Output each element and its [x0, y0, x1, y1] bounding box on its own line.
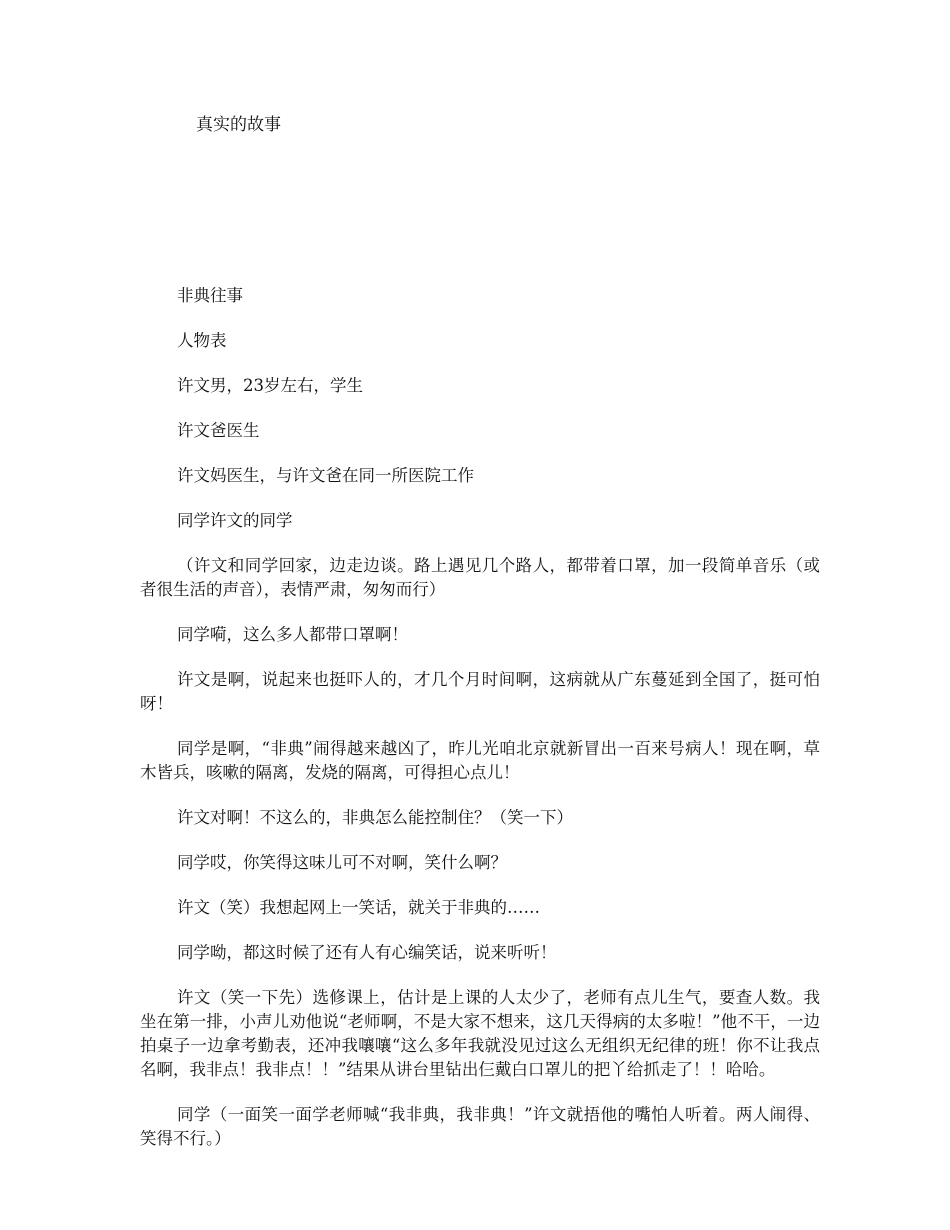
paragraph-dialogue: 许文（笑一下先）选修课上，估计是上课的人太少了，老师有点儿生气，要查人数。我坐在第一排，小声儿劝他说“老师啊，不是大家不想来，这几天得病的太多啦！”他不干，一边拍桌子一边拿考勤表，还冲我嚷嚷“这么多年我就没见过这么无组织无纪律的班！你不让我点名啊，我非点！我非点！！”结果从讲台里钻出仨戴白口罩儿的把丫给抓走了！！哈哈。	[140, 988, 820, 1079]
paragraph-dialogue: 许文对啊！不这么的，非典怎么能控制住？（笑一下）	[177, 808, 573, 827]
paragraph-cast-xuwen: 许文男，23岁左右，学生	[177, 376, 363, 395]
paragraph-dialogue: 许文是啊，说起来也挺吓人的，才几个月时间啊，这病就从广东蔓延到全国了，挺可怕呀！	[140, 670, 820, 713]
paragraph-cast-father: 许文爸医生	[177, 421, 260, 440]
paragraph-dialogue: 许文（笑）我想起网上一笑话，就关于非典的……	[177, 898, 540, 917]
paragraph-dialogue: 同学嗬，这么多人都带口罩啊！	[177, 625, 408, 644]
paragraph-dialogue: 同学哎，你笑得这味儿可不对啊，笑什么啊？	[177, 853, 507, 872]
paragraph-dialogue: 同学（一面笑一面学老师喊“我非典，我非典！”许文就捂他的嘴怕人听着。两人闹得、笑得不行。）	[140, 1105, 820, 1148]
paragraph-cast-classmate: 同学许文的同学	[177, 511, 293, 530]
paragraph-dialogue: 同学呦，都这时候了还有人有心编笑话，说来听听！	[177, 943, 557, 962]
paragraph-stage-direction: （许文和同学回家，边走边谈。路上遇见几个路人，都带着口罩，加一段简单音乐（或者很生活的声音），表情严肃，匆匆而行）	[140, 556, 820, 599]
paragraph-cast-heading: 人物表	[177, 331, 227, 350]
paragraph-dialogue: 同学是啊，“非典”闹得越来越凶了，昨儿光咱北京就新冒出一百来号病人！现在啊，草木皆兵，咳嗽的隔离，发烧的隔离，可得担心点儿！	[140, 739, 820, 782]
paragraph-cast-mother: 许文妈医生，与许文爸在同一所医院工作	[177, 466, 474, 485]
document-title: 真实的故事	[196, 115, 281, 135]
document-body	[140, 284, 820, 1172]
paragraph-scene-title: 非典往事	[177, 286, 243, 305]
